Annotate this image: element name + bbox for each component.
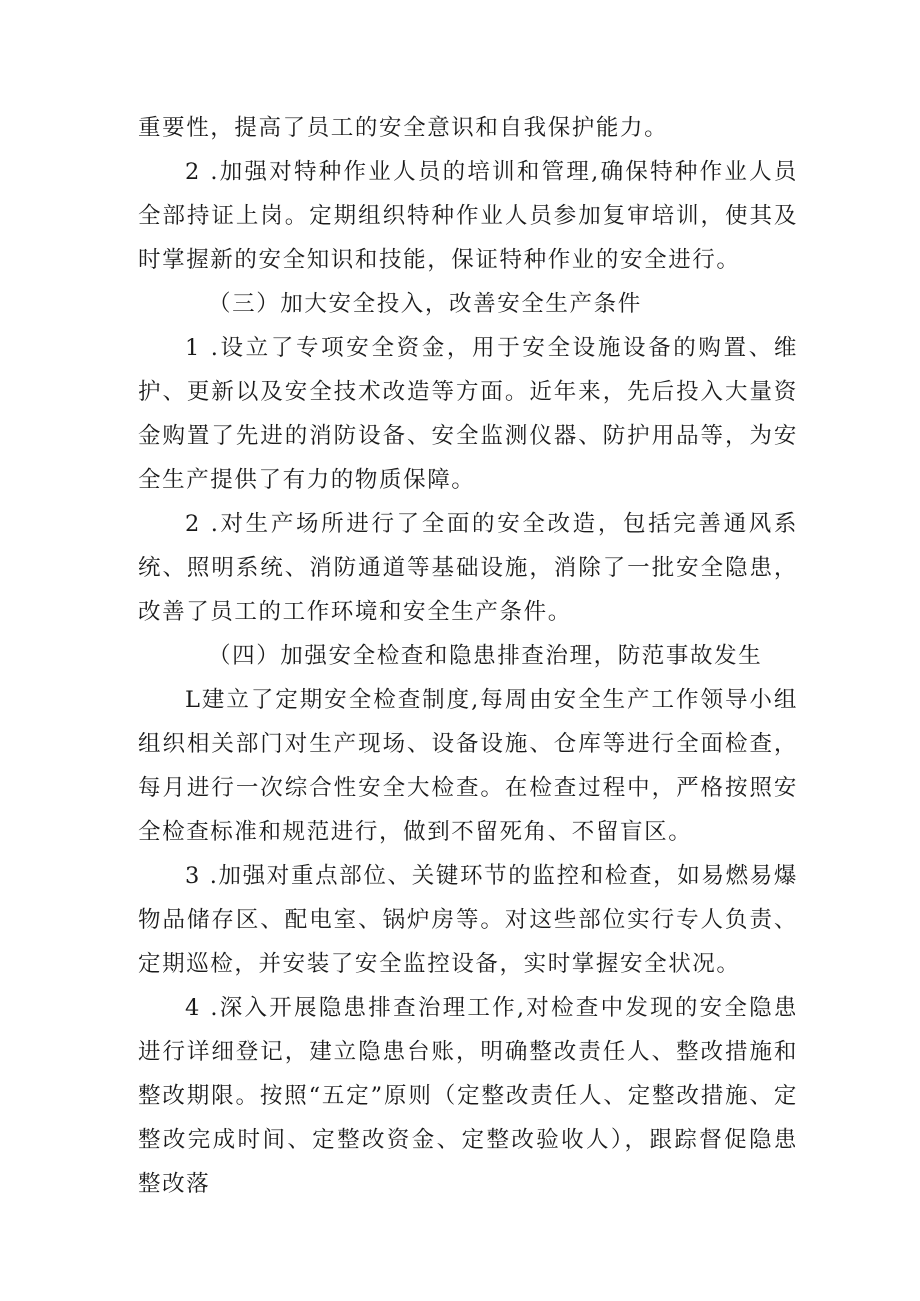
paragraph-safety-funds: 1 .设立了专项安全资金，用于安全设施设备的购置、维护、更新以及安全技术改造等方面。近年来，先后投入大量资金购置了先进的消防设备、安全监测仪器、防护用品等，为安全生产提供了有力的物质保障。 bbox=[138, 335, 798, 493]
document-body bbox=[138, 106, 798, 1206]
paragraph-continuation: 重要性，提高了员工的安全意识和自我保护能力。 bbox=[138, 115, 669, 141]
paragraph-hazard-rectification: 4 .深入开展隐患排查治理工作,对检查中发现的安全隐患进行详细登记，建立隐患台账，明确整改责任人、整改措施和整改期限。按照“五定”原则（定整改责任人、定整改措施、定整改完成时间、定整改资金、定整改验收人），跟踪督促隐患整改落 bbox=[138, 995, 798, 1197]
paragraph-special-operators-training: 2 .加强对特种作业人员的培训和管理,确保特种作业人员全部持证上岗。定期组织特种作业人员参加复审培训，使其及时掌握新的安全知识和技能，保证特种作业的安全进行。 bbox=[138, 159, 798, 273]
paragraph-site-renovation: 2 .对生产场所进行了全面的安全改造，包括完善通风系统、照明系统、消防通道等基础设施，消除了一批安全隐患，改善了员工的工作环境和安全生产条件。 bbox=[138, 511, 798, 625]
paragraph-key-areas-monitoring: 3 .加强对重点部位、关键环节的监控和检查，如易燃易爆物品储存区、配电室、锅炉房等。对这些部位实行专人负责、定期巡检，并安装了安全监控设备，实时掌握安全状况。 bbox=[138, 863, 798, 977]
paragraph-inspection-system: L建立了定期安全检查制度,每周由安全生产工作领导小组组织相关部门对生产现场、设备设施、仓库等进行全面检查，每月进行一次综合性安全大检查。在检查过程中，严格按照安全检查标准和规范进行，做到不留死角、不留盲区。 bbox=[138, 687, 798, 845]
section-heading-safety-inspection: （四）加强安全检查和隐患排查治理，防范事故发生 bbox=[208, 643, 763, 669]
section-heading-safety-investment: （三）加大安全投入，改善安全生产条件 bbox=[208, 291, 642, 317]
